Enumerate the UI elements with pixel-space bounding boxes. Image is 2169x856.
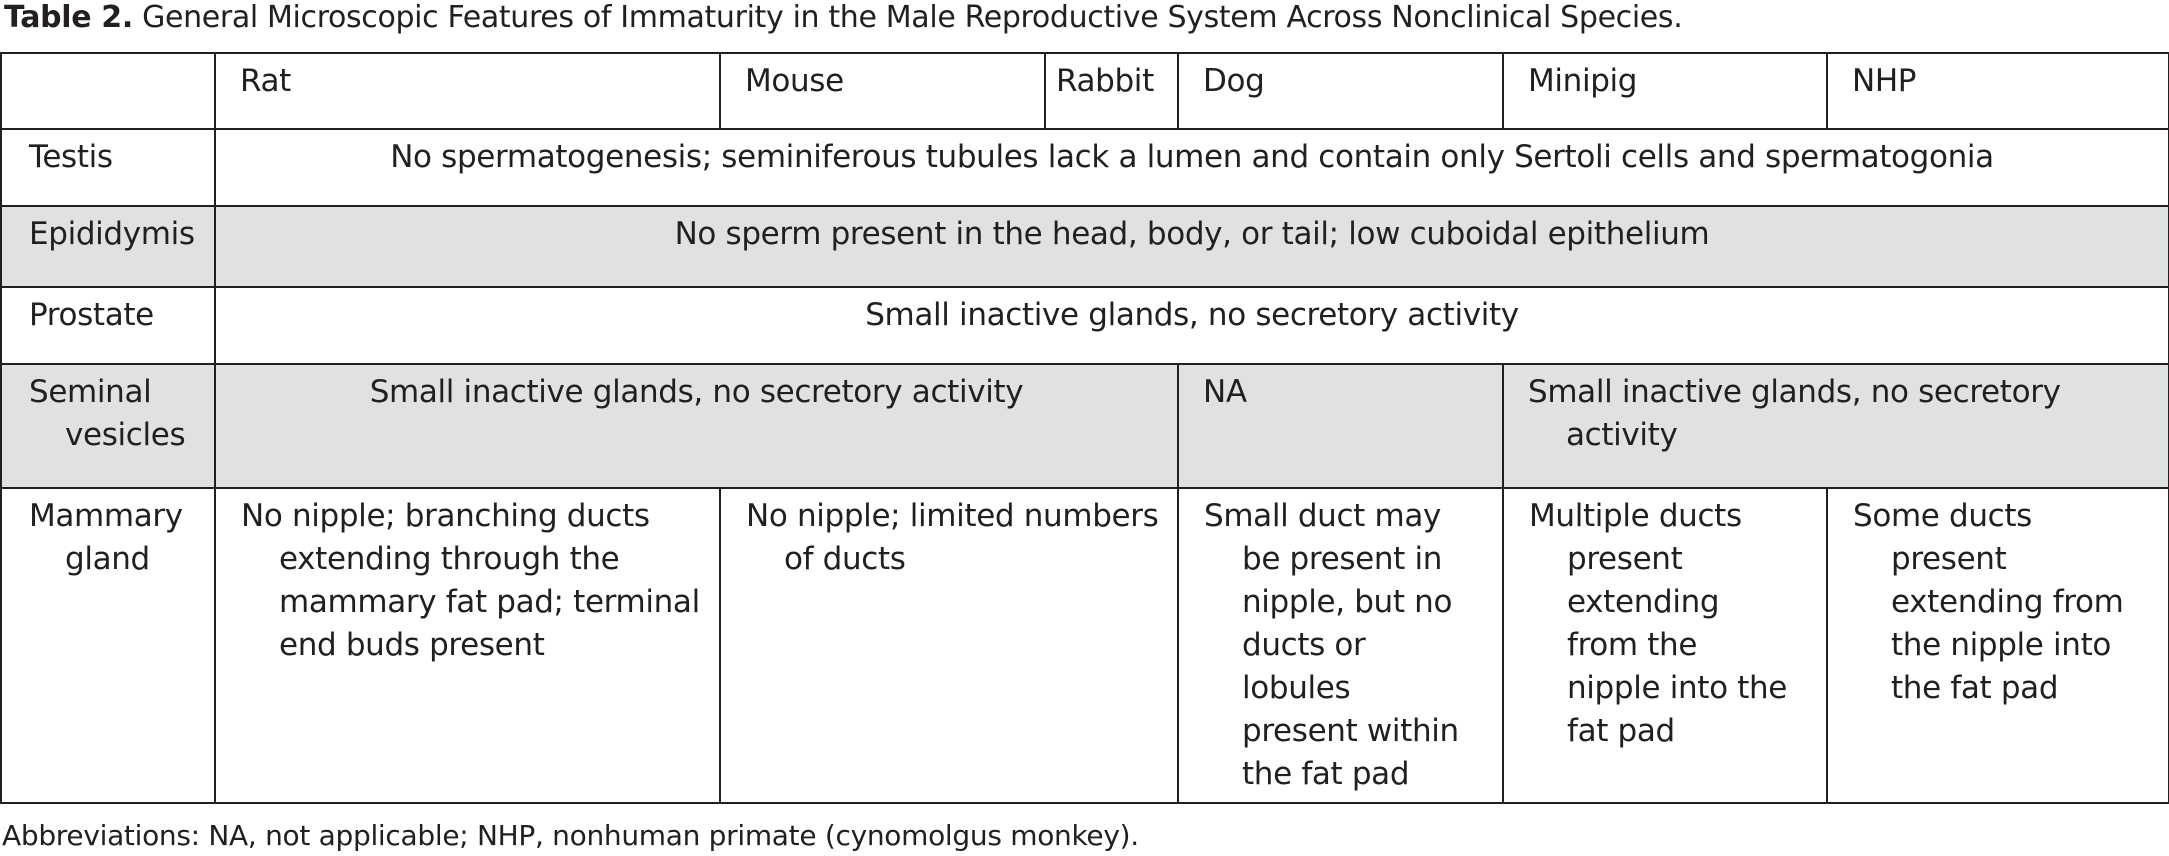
row-header-seminal-vesicles <box>1 364 215 488</box>
testis-cell: No spermatogenesis; seminiferous tubules lack a lumen and contain only Sertoli cells and spermatogonia <box>215 129 2169 206</box>
seminal-minipig-nhp-cell <box>1503 364 2169 488</box>
mammary-rat-cell <box>215 488 720 803</box>
row-header-prostate: Prostate <box>1 287 215 364</box>
mammary-rat-text: No nipple; branching ducts extending through the mammary fat pad; terminal end buds present <box>241 498 700 663</box>
table-caption <box>4 0 1682 36</box>
table-label: Table 2. <box>4 0 133 35</box>
table-row <box>1 287 2169 364</box>
seminal-rat-mouse-rabbit-cell: Small inactive glands, no secretory activity <box>215 364 1178 488</box>
row-header-mammary-gland-label: Mammary gland <box>29 498 183 577</box>
mammary-minipig-text: Multiple ducts present extending from the nipple into the fat pad <box>1529 498 1788 749</box>
seminal-minipig-nhp-text: Small inactive glands, no secretory activity <box>1528 374 2061 453</box>
mammary-nhp-cell <box>1827 488 2169 803</box>
table-row <box>1 488 2169 803</box>
col-header-mouse: Mouse <box>720 53 1045 129</box>
mammary-mouse-rabbit-cell <box>720 488 1178 803</box>
row-header-seminal-vesicles-label: Seminal vesicles <box>29 374 186 453</box>
mammary-minipig-cell <box>1503 488 1827 803</box>
col-header-rabbit: Rabbit <box>1045 53 1178 129</box>
mammary-mouse-rabbit-text: No nipple; limited numbers of ducts <box>746 498 1159 577</box>
table-title: General Microscopic Features of Immaturity in the Male Reproductive System Across Nonclinical Species. <box>142 0 1683 35</box>
header-row <box>1 53 2169 129</box>
col-header-nhp: NHP <box>1827 53 2169 129</box>
mammary-nhp-text: Some ducts present extending from the nipple into the fat pad <box>1853 498 2124 706</box>
table-row <box>1 206 2169 287</box>
table-row <box>1 129 2169 206</box>
row-header-testis: Testis <box>1 129 215 206</box>
prostate-cell: Small inactive glands, no secretory activity <box>215 287 2169 364</box>
table-row <box>1 364 2169 488</box>
seminal-dog-cell: NA <box>1178 364 1503 488</box>
mammary-dog-cell <box>1178 488 1503 803</box>
features-table <box>0 52 2169 804</box>
mammary-dog-text: Small duct may be present in nipple, but no ducts or lobules present within the fat pad <box>1204 498 1459 792</box>
row-header-epididymis: Epididymis <box>1 206 215 287</box>
row-header-mammary-gland <box>1 488 215 803</box>
col-header-dog: Dog <box>1178 53 1503 129</box>
epididymis-cell: No sperm present in the head, body, or tail; low cuboidal epithelium <box>215 206 2169 287</box>
col-header-rat: Rat <box>215 53 720 129</box>
corner-cell <box>1 53 215 129</box>
col-header-minipig: Minipig <box>1503 53 1827 129</box>
table-footnote: Abbreviations: NA, not applicable; NHP, nonhuman primate (cynomolgus monkey). <box>2 819 1139 852</box>
